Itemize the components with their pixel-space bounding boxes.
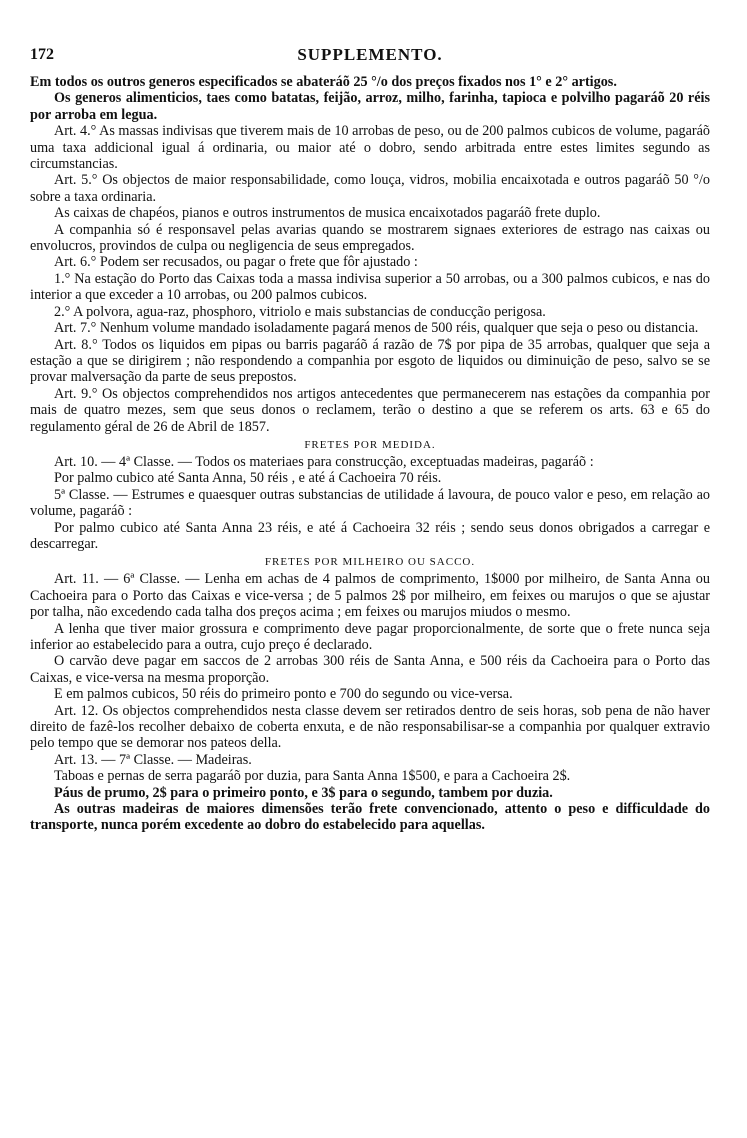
paragraph: Os generos alimenticios, taes como batatas, feijão, arroz, milho, farinha, tapioca e polvilho pagaráõ 20 réis por arroba em legua.	[30, 90, 710, 123]
paragraph: As outras madeiras de maiores dimensões terão frete convencionado, attento o peso e difficuldade do transporte, nunca porém excedente ao dobro do estabelecido para aquellas.	[30, 801, 710, 834]
paragraph: O carvão deve pagar em saccos de 2 arrobas 300 réis de Santa Anna, e 500 réis da Cachoeira para o Porto das Caixas, e vice-versa na mesma proporção.	[30, 653, 710, 686]
body-text	[30, 74, 710, 834]
paragraph: E em palmos cubicos, 50 réis do primeiro ponto e 700 do segundo ou vice-versa.	[54, 686, 513, 703]
paragraph: Por palmo cubico até Santa Anna 23 réis, e até á Cachoeira 32 réis ; sendo seus donos obrigados a carregar e descarregar.	[30, 519, 710, 552]
paragraph: Art. 7.° Nenhum volume mandado isoladamente pagará menos de 500 réis, qualquer que seja o peso ou distancia.	[54, 320, 699, 337]
paragraph: Art. 8.° Todos os liquidos em pipas ou barris pagaráõ á razão de 7$ por pipa de 35 arrobas, qualquer que seja a estação a que se dirigirem ; não respondendo a companhia por esgoto de liquidos ou diminuição de peso, salvo se se provar malversação da parte de seus prepostos.	[30, 336, 710, 386]
paragraph: Páus de prumo, 2$ para o primeiro ponto, e 3$ para o segundo, tambem por duzia.	[54, 784, 553, 801]
paragraph: Art. 6.° Podem ser recusados, ou pagar o frete que fôr ajustado :	[54, 254, 418, 271]
page-number: 172	[30, 46, 54, 63]
paragraph: As caixas de chapéos, pianos e outros instrumentos de musica encaixotados pagaráõ frete duplo.	[54, 205, 601, 222]
paragraph: A lenha que tiver maior grossura e comprimento deve pagar proporcionalmente, de sorte que o frete nunca seja inferior ao estabelecido para a outra, cujo preço é declarado.	[30, 620, 710, 653]
paragraph: 1.° Na estação do Porto das Caixas toda a massa indivisa superior a 50 arrobas, ou a 300 palmos cubicos, e nas do interior a que exceder a 10 arrobas, ou 200 palmos cubicos.	[30, 270, 710, 304]
section-heading: FRETES POR MILHEIRO OU SACCO.	[264, 556, 476, 569]
paragraph: Art. 12. Os objectos comprehendidos nesta classe devem ser retirados dentro de seis horas, sob pena de não haver direito de fazê-los recolher debaixo de coberta enxuta, e de não responsabilisar-se a companhia por qualquer extravio pelo tempo que se demorar nos pateos della.	[30, 702, 710, 752]
page-header	[30, 42, 710, 72]
paragraph: Taboas e pernas de serra pagaráõ por duzia, para Santa Anna 1$500, e para a Cachoeira 2$.	[54, 768, 571, 785]
paragraph: A companhia só é responsavel pelas avarias quando se mostrarem signaes exteriores de estrago nas caixas ou envolucros, provindos de culpa ou negligencia de seus empregados.	[30, 221, 710, 255]
paragraph: Art. 9.° Os objectos comprehendidos nos artigos antecedentes que permanecerem nas estações da companhia por mais de quatro mezes, sem que seus donos o reclamem, terão o destino a que se referem os arts. 63 e 65 do regulamento géral de 26 de Abril de 1857.	[30, 385, 710, 435]
paragraph: 5ª Classe. — Estrumes e quaesquer outras substancias de utilidade á lavoura, de pouco valor e peso, em relação ao volume, pagaráõ :	[30, 486, 710, 520]
running-title: SUPPLEMENTO.	[297, 45, 443, 64]
paragraph: Em todos os outros generos especificados se abateráõ 25 °/o dos preços fixados nos 1° e 2° artigos.	[30, 74, 617, 90]
paragraph: 2.° A polvora, agua-raz, phosphoro, vitriolo e mais substancias de conducção perigosa.	[54, 303, 546, 320]
paragraph: Por palmo cubico até Santa Anna, 50 réis , e até á Cachoeira 70 réis.	[54, 470, 442, 487]
paragraph: Art. 5.° Os objectos de maior responsabilidade, como louça, vidros, mobilia encaixotada e outros pagaráõ 50 °/o sobre a taxa ordinaria.	[30, 172, 710, 205]
paragraph: Art. 11. — 6ª Classe. — Lenha em achas de 4 palmos de comprimento, 1$000 por milheiro, de Santa Anna ou Cachoeira para o Porto das Caixas e vice-versa ; de 5 palmos 2$ por milheiro, em feixes ou marujos o que se ajustar por talha, não excedendo cada talha dos preços acima ; em feixes ou marujos miudos o mesmo.	[30, 571, 710, 621]
paragraph: Art. 10. — 4ª Classe. — Todos os materiaes para construcção, exceptuadas madeiras, pagaráõ :	[54, 453, 594, 470]
paragraph: Art. 4.° As massas indivisas que tiverem mais de 10 arrobas de peso, ou de 200 palmos cubicos de volume, pagaráõ uma taxa addicional igual á ordinaria, ou maior até o dobro, sendo arbitrada entre estes limites segundo as circumstancias.	[30, 123, 710, 173]
paragraph: Art. 13. — 7ª Classe. — Madeiras.	[54, 751, 252, 768]
section-heading: FRETES POR MEDIDA.	[304, 438, 436, 451]
